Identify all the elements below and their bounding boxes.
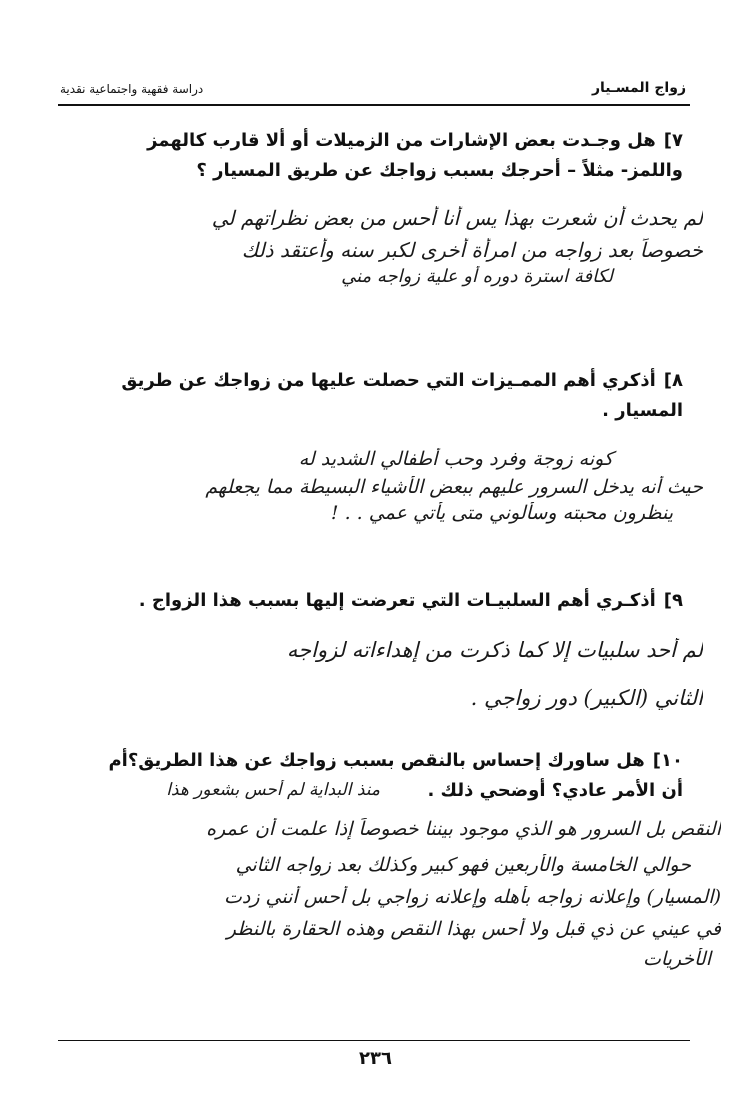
answer-line: لم يحدث أن شعرت بهذا يس أنا أحس من بعض نظراتهم لي bbox=[211, 206, 703, 230]
question-text: هل ساورك إحساس بالنقص بسبب زواجك عن هذا الطريق؟أم أن الأمر عادي؟ أوضحي ذلك . bbox=[108, 750, 683, 801]
answer-line: لم أحد سلبيات إلا كما ذكرت من إهداءاته لزواجه bbox=[286, 638, 703, 662]
question-text: أذكـري أهم السلبيـات التي تعرضت إليها بسبب هذا الزواج . bbox=[138, 590, 656, 611]
header-divider bbox=[58, 104, 690, 106]
question-8 bbox=[93, 366, 683, 426]
question-text: هل وجـدت بعض الإشارات من الزميلات أو ألا قارب كالهمز واللمز- مثلاً – أحرجك بسبب زواجك عن طريق المسيار ؟ bbox=[147, 130, 683, 181]
answer-line: الثاني (الكبير) دور زواجي . bbox=[470, 686, 703, 710]
answer-line: في عيني عن ذي قبل ولا أحس بهذا النقص وهذه الحقارة بالنظر bbox=[226, 918, 721, 940]
book-subtitle: دراسة فقهية واجتماعية نقدية bbox=[60, 82, 204, 96]
answer-line: منذ البداية لم أحس بشعور هذا bbox=[166, 780, 380, 800]
handwritten-answer-7 bbox=[53, 206, 703, 291]
answer-line: خصوصاً بعد زواجه من امرأة أخرى لكبر سنه وأعتقد ذلك bbox=[241, 238, 703, 262]
page-number: ٢٣٦ bbox=[359, 1048, 392, 1069]
question-number: ١٠] bbox=[652, 750, 683, 771]
book-title: زواج المسـيار bbox=[591, 80, 686, 96]
question-number: ٩] bbox=[663, 590, 683, 611]
handwritten-answer-10-start bbox=[20, 780, 380, 800]
question-7 bbox=[93, 126, 683, 186]
question-text: أذكري أهم الممـيزات التي حصلت عليها من زواجك عن طريق المسيار . bbox=[121, 370, 683, 421]
answer-line: حوالي الخامسة والأربعين فهو كبير وكذلك بعد زواجه الثاني bbox=[235, 854, 691, 876]
question-9 bbox=[93, 586, 683, 616]
answer-line: كونه زوجة وفرد وحب أطفالي الشديد له bbox=[298, 448, 613, 470]
answer-line: حيث أنه يدخل السرور عليهم ببعض الأشياء البسيطة مما يجعلهم bbox=[205, 476, 703, 498]
handwritten-answer-9 bbox=[53, 638, 703, 710]
handwritten-answer-10 bbox=[21, 818, 721, 970]
handwritten-answer-8 bbox=[53, 448, 703, 524]
answer-line: ينظرون محبته وسألوني متى يأتي عمي . . ! bbox=[330, 502, 673, 524]
question-number: ٨] bbox=[663, 370, 683, 391]
footer-divider bbox=[58, 1040, 690, 1041]
answer-line: لكافة استرة دوره أو علية زواجه مني bbox=[341, 266, 613, 287]
answer-line: (المسيار) وإعلانه زواجه بأهله وإعلانه زواجي بل أحس أنني زدت bbox=[223, 886, 721, 908]
answer-line: النقص بل السرور هو الذي موجود بيننا خصوصاً إذا علمت أن عمره bbox=[206, 818, 721, 840]
question-number: ٧] bbox=[663, 130, 683, 151]
answer-line: الأخريات bbox=[642, 948, 711, 970]
